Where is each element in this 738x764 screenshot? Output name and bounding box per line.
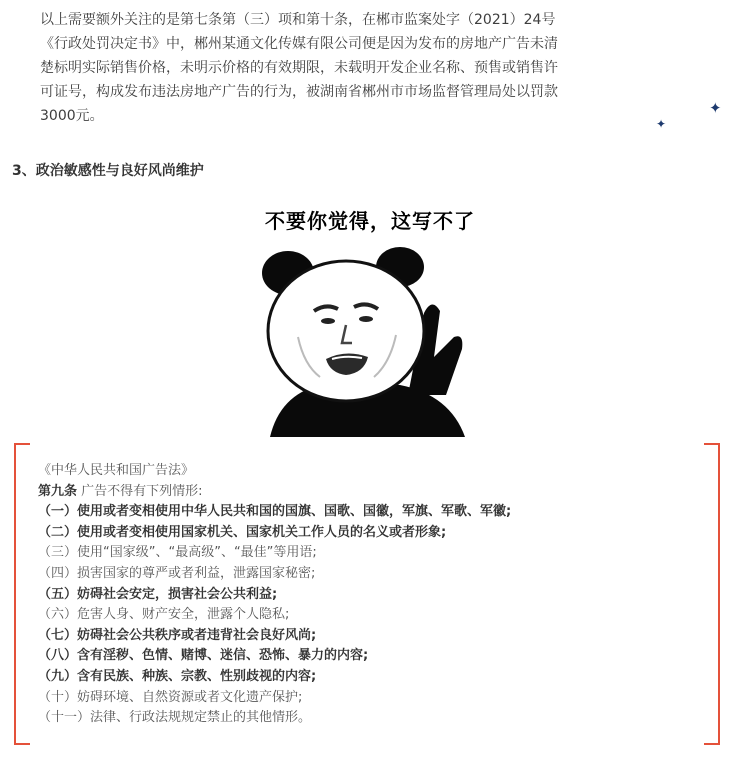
intro-line: 《行政处罚决定书》中，郴州某通文化传媒有限公司便是因为发布的房地产广告未清: [40, 36, 558, 52]
law-title: 《中华人民共和国广告法》: [38, 463, 195, 478]
intro-line: 以上需要额外关注的是第七条第（三）项和第十条，在郴市监案处字（2021）24号: [40, 12, 556, 28]
law-item: （五）妨碍社会安定，损害社会公共利益;: [38, 586, 278, 602]
law-item: （三）使用“国家级”、“最高级”、“最佳”等用语;: [38, 545, 317, 561]
law-item: （一）使用或者变相使用中华人民共和国的国旗、国歌、国徽，军旗、军歌、军徽;: [38, 504, 512, 520]
meme-image: [250, 205, 490, 437]
law-item: （八）含有淫秽、色情、赌博、迷信、恐怖、暴力的内容;: [38, 648, 369, 664]
law-item: （二）使用或者变相使用国家机关、国家机关工作人员的名义或者形象;: [38, 524, 447, 540]
quote-bracket-left: [14, 443, 30, 745]
law-article-text: 广告不得有下列情形:: [77, 483, 203, 499]
section-heading: 3、政治敏感性与良好风尚维护: [12, 163, 204, 179]
sparkle-star-icon: ✦: [709, 99, 722, 117]
intro-line: 可证号，构成发布违法房地产广告的行为，被湖南省郴州市市场监督管理局处以罚款: [40, 84, 558, 100]
law-item: （十）妨碍环境、自然资源或者文化遗产保护;: [38, 689, 303, 705]
intro-line: 楚标明实际销售价格，未明示价格的有效期限，未载明开发企业名称、预售或销售许: [40, 60, 558, 76]
panda-meme-icon: [250, 245, 490, 437]
law-item: （六）危害人身、财产安全，泄露个人隐私;: [38, 607, 290, 623]
law-article-heading: [38, 482, 511, 503]
law-item: （九）含有民族、种族、宗教、性别歧视的内容;: [38, 668, 317, 684]
quote-bracket-right: [704, 443, 720, 745]
law-item: （十一）法律、行政法规规定禁止的其他情形。: [38, 710, 312, 726]
law-item: （四）损害国家的尊严或者利益，泄露国家秘密;: [38, 565, 316, 581]
law-excerpt: [38, 461, 511, 729]
meme-caption: 不要你觉得，这写不了: [265, 209, 475, 233]
law-item: （七）妨碍社会公共秩序或者违背社会良好风尚;: [38, 627, 317, 643]
intro-paragraph: [40, 8, 648, 128]
intro-line: 3000元。: [40, 108, 104, 124]
sparkle-star-icon: ✦: [656, 117, 667, 131]
law-article-label: 第九条: [38, 483, 78, 499]
